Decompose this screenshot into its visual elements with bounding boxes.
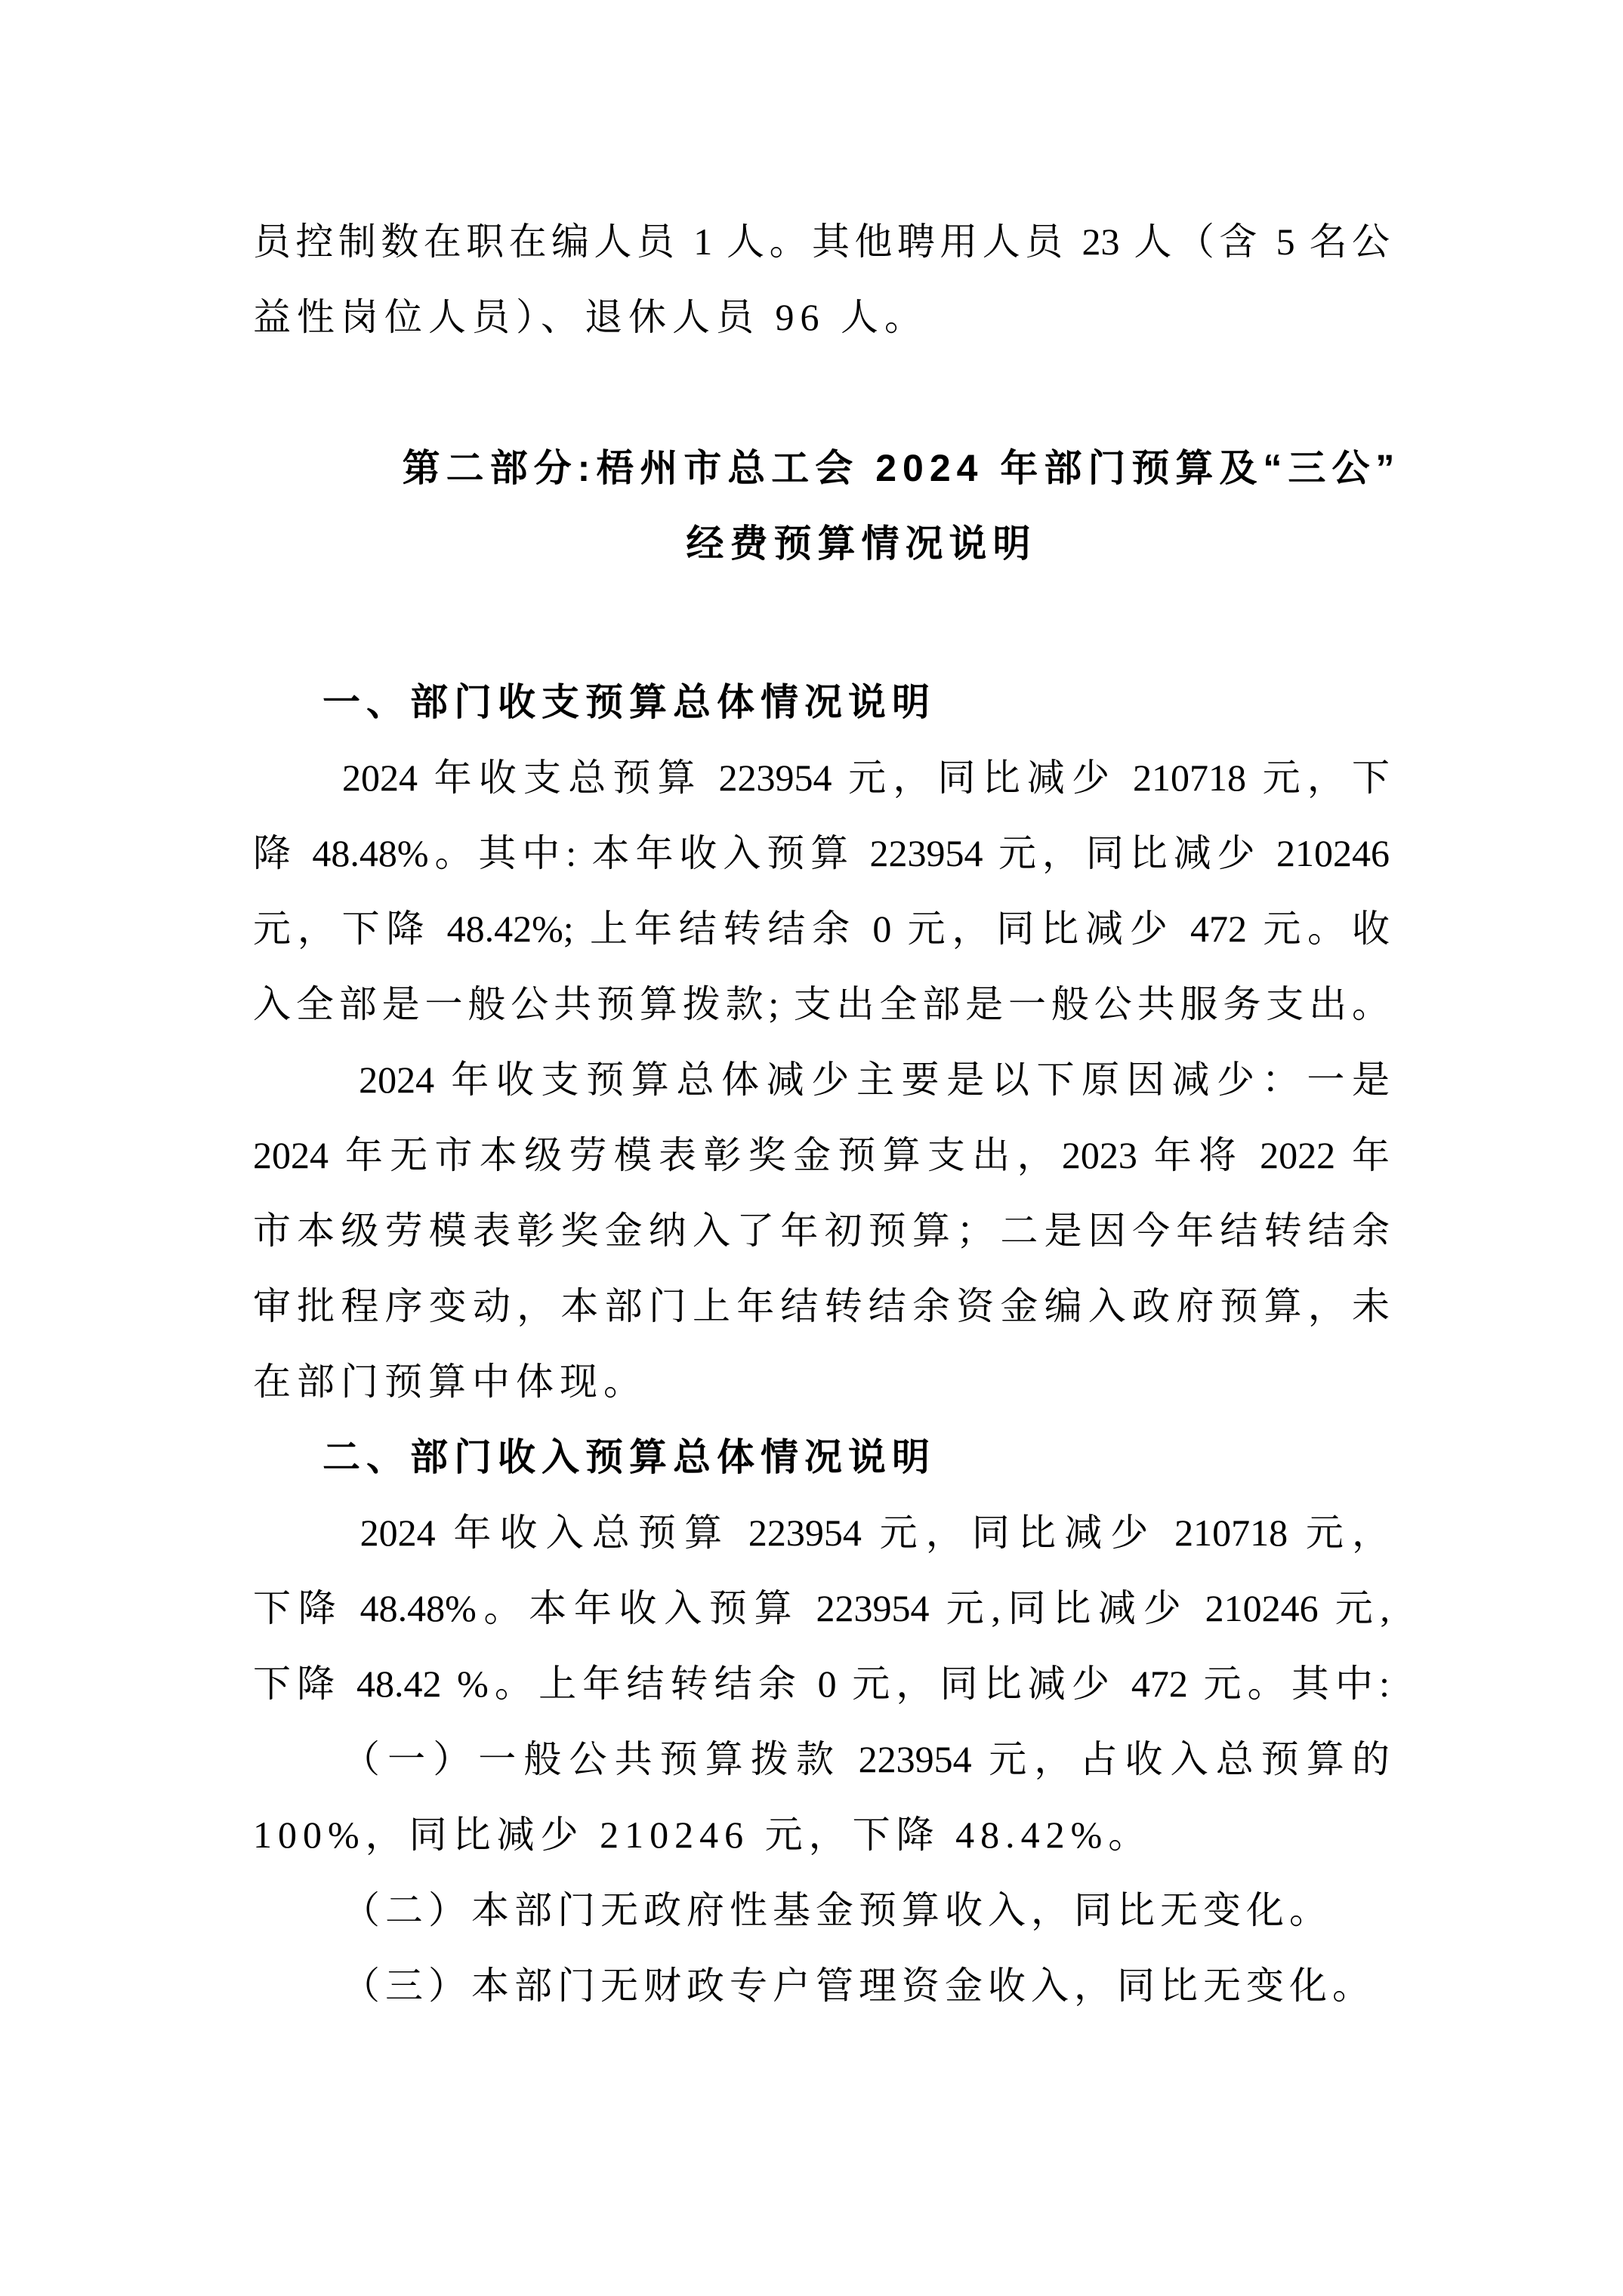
doc-title-line: 经费预算情况说明 <box>686 522 1037 565</box>
paragraph-line: 元，下降 48.42%; 上年结转结余 0 元，同比减少 472 元。收 <box>253 908 1390 950</box>
paragraph-line: （三）本部门无财政专户管理资金收入，同比无变化。 <box>342 1965 1375 2007</box>
paragraph-line: （二）本部门无政府性基金预算收入，同比无变化。 <box>342 1889 1332 1931</box>
paragraph-line: 市本级劳模表彰奖金纳入了年初预算；二是因今年结转结余 <box>253 1210 1390 1252</box>
section-heading: 一、部门收支预算总体情况说明 <box>322 681 936 723</box>
paragraph-line: 降 48.48%。其中: 本年收入预算 223954 元，同比减少 210246 <box>253 832 1390 874</box>
paragraph-line: 益性岗位人员）、退休人员 96 人。 <box>253 296 928 338</box>
section-heading: 二、部门收入预算总体情况说明 <box>322 1436 936 1478</box>
paragraph-line: 入全部是一般公共预算拨款; 支出全部是一般公共服务支出。 <box>253 983 1390 1025</box>
paragraph-line: （一）一般公共预算拨款 223954 元，占收入总预算的 <box>342 1738 1390 1780</box>
paragraph-line: 下降 48.48%。本年收入预算 223954 元,同比减少 210246 元, <box>253 1587 1390 1629</box>
paragraph-line: 100%，同比减少 210246 元，下降 48.42%。 <box>253 1814 1152 1856</box>
paragraph-line: 审批程序变动，本部门上年结转结余资金编入政府预算，未 <box>253 1285 1390 1327</box>
line-spacer <box>253 581 1390 664</box>
line-spacer <box>253 355 1390 430</box>
paragraph-line: 2024 年收入总预算 223954 元，同比减少 210718 元， <box>342 1512 1390 1554</box>
paragraph-line: 2024 年无市本级劳模表彰奖金预算支出，2023 年将 2022 年 <box>253 1134 1390 1176</box>
paragraph-line: 在部门预算中体现。 <box>253 1361 647 1403</box>
document-content <box>253 204 1401 2023</box>
paragraph-line: 下降 48.42 %。上年结转结余 0 元，同比减少 472 元。其中: <box>253 1663 1390 1705</box>
paragraph-line: 2024 年收支预算总体减少主要是以下原因减少：一是 <box>342 1059 1390 1101</box>
paragraph-line: 员控制数在职在编人员 1 人。其他聘用人员 23 人（含 5 名公 <box>253 220 1390 263</box>
doc-title-line: 第二部分:梧州市总工会 2024 年部门预算及“三公” <box>402 447 1401 489</box>
paragraph-line: 2024 年收支总预算 223954 元，同比减少 210718 元，下 <box>342 757 1390 799</box>
